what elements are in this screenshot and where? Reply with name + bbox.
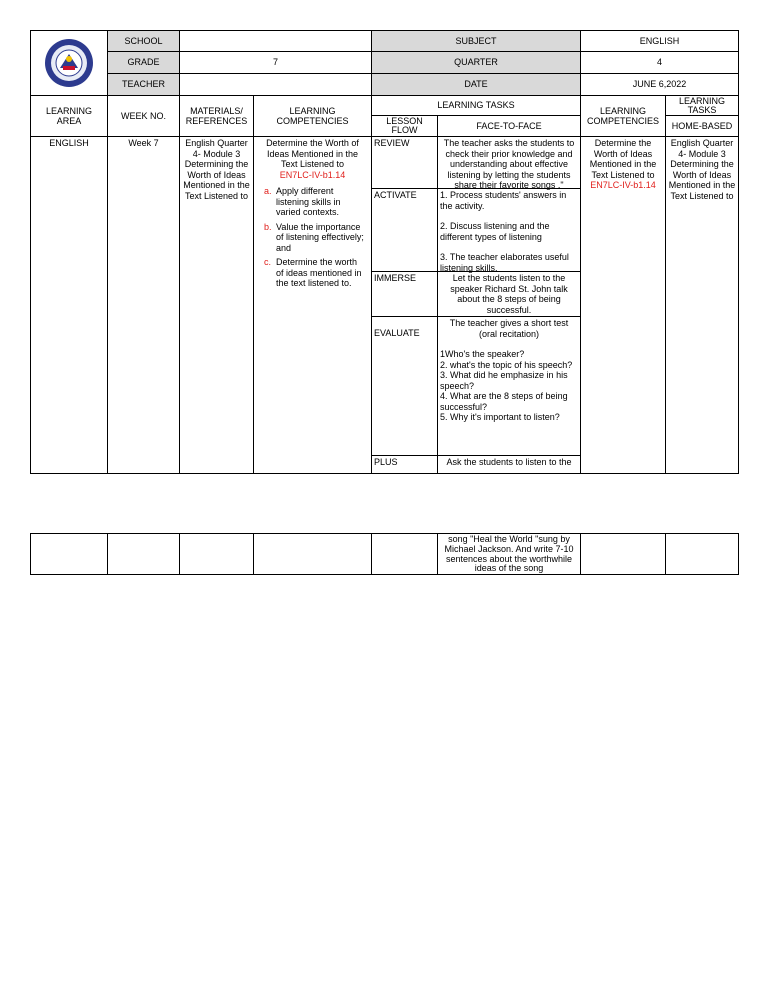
evaluate-question-4: 4. What are the 8 steps of being successful? bbox=[440, 391, 568, 412]
plus-label-text: PLUS bbox=[374, 457, 398, 467]
col-competencies-2-text: LEARNING COMPETENCIES bbox=[586, 105, 659, 126]
date-label-text: DATE bbox=[464, 79, 488, 90]
col-learning-tasks-2 bbox=[665, 95, 739, 116]
flow-activate-text bbox=[437, 188, 581, 272]
competency-main: Determine the Worth of Ideas Mentioned in the Text Listened to bbox=[266, 138, 359, 169]
home-based-text: English Quarter 4- Module 3 Determining the Worth of Ideas Mentioned in the Text Listened to bbox=[668, 138, 736, 201]
competency-2-main: Determine the Worth of Ideas Mentioned in the Text Listened to bbox=[589, 138, 657, 180]
cont-area-cell bbox=[30, 533, 108, 575]
col-competencies bbox=[253, 95, 372, 137]
area-cell bbox=[30, 136, 108, 474]
school-label bbox=[107, 30, 180, 52]
col-home-based bbox=[665, 115, 739, 137]
objective-a bbox=[258, 186, 367, 218]
quarter-label bbox=[371, 51, 581, 74]
date-value bbox=[580, 73, 739, 96]
evaluate-label-text: EVALUATE bbox=[374, 328, 420, 338]
competencies-cell bbox=[253, 136, 372, 474]
plus-text: Ask the students to listen to the bbox=[446, 457, 572, 467]
quarter-value bbox=[580, 51, 739, 74]
cont-week-cell bbox=[107, 533, 180, 575]
deped-seal-icon bbox=[32, 32, 106, 94]
objectives-list bbox=[258, 186, 367, 289]
logo-cell bbox=[30, 30, 108, 96]
competency-code: EN7LC-IV-b1.14 bbox=[279, 169, 346, 180]
flow-evaluate-label bbox=[371, 316, 438, 456]
col-learning-tasks-2-text: LEARNING TASKS bbox=[678, 95, 725, 115]
quarter-value-text: 4 bbox=[656, 57, 662, 68]
col-learning-area bbox=[30, 95, 108, 137]
activate-step-3: 3. The teacher elaborates useful listening skills. bbox=[440, 252, 569, 273]
col-face-to-face-text: FACE-TO-FACE bbox=[476, 120, 542, 131]
cont-plus-text: song "Heal the World "sung by Michael Jackson. And write 7-10 sentences about the worthwhile ideas of the song bbox=[444, 534, 574, 574]
objective-c-marker: c. bbox=[264, 257, 272, 267]
subject-value-text: ENGLISH bbox=[639, 35, 680, 46]
col-learning-tasks-text: LEARNING TASKS bbox=[437, 100, 515, 111]
col-materials bbox=[179, 95, 254, 137]
teacher-label bbox=[107, 73, 180, 96]
objective-c bbox=[258, 257, 367, 289]
activate-step-2: 2. Discuss listening and the different types of listening bbox=[440, 221, 550, 242]
objective-a-text: Apply different listening skills in varied contexts. bbox=[276, 186, 341, 217]
evaluate-question-5: 5. Why it's important to listen? bbox=[440, 412, 560, 422]
flow-plus-text bbox=[437, 455, 581, 474]
col-week-no-text: WEEK NO. bbox=[120, 110, 166, 121]
col-learning-tasks bbox=[371, 95, 581, 116]
objective-b-text: Value the importance of listening effectively; and bbox=[276, 221, 364, 253]
cont-home-based-cell bbox=[665, 533, 739, 575]
activate-step-1: 1. Process students' answers in the activity. bbox=[440, 190, 567, 211]
objective-b bbox=[258, 222, 367, 254]
competencies-2-cell bbox=[580, 136, 666, 474]
col-competencies-text: LEARNING COMPETENCIES bbox=[276, 105, 349, 126]
cont-plus-text-cell bbox=[437, 533, 581, 575]
objective-c-text: Determine the worth of ideas mentioned in the text listened to. bbox=[276, 257, 362, 288]
materials-text: English Quarter 4- Module 3 Determining the Worth of Ideas Mentioned in the Text Listened to bbox=[183, 138, 250, 201]
cont-materials-cell bbox=[179, 533, 254, 575]
teacher-value bbox=[179, 73, 372, 96]
evaluate-question-1: 1Who's the speaker? bbox=[440, 349, 525, 359]
col-week-no bbox=[107, 95, 180, 137]
cont-flow-cell bbox=[371, 533, 438, 575]
grade-label-text: GRADE bbox=[127, 57, 160, 68]
school-label-text: SCHOOL bbox=[124, 35, 163, 46]
school-value bbox=[179, 30, 372, 52]
review-text: The teacher asks the students to check their prior knowledge and understanding about effective listening by letting the students share their favorite songs ." bbox=[443, 138, 575, 190]
evaluate-question-2: 2. what's the topic of his speech? bbox=[440, 359, 573, 370]
col-materials-text: MATERIALS/ REFERENCES bbox=[185, 105, 248, 126]
competency-2-code: EN7LC-IV-b1.14 bbox=[590, 180, 656, 190]
flow-evaluate-text bbox=[437, 316, 581, 456]
cont-competencies-2-cell bbox=[580, 533, 666, 575]
area-text: ENGLISH bbox=[49, 138, 89, 148]
quarter-label-text: QUARTER bbox=[454, 57, 498, 68]
evaluate-question-3: 3. What did he emphasize in his speech? bbox=[440, 370, 568, 391]
subject-label-text: SUBJECT bbox=[455, 35, 497, 46]
col-competencies-2 bbox=[580, 95, 666, 137]
flow-review-text bbox=[437, 136, 581, 189]
date-value-text: JUNE 6,2022 bbox=[632, 79, 687, 90]
immerse-label-text: IMMERSE bbox=[374, 273, 417, 283]
flow-review-label bbox=[371, 136, 438, 189]
grade-value-text: 7 bbox=[272, 57, 278, 68]
grade-value bbox=[179, 51, 372, 74]
objective-b-marker: b. bbox=[264, 221, 272, 232]
evaluate-intro: The teacher gives a short test (oral recitation) bbox=[449, 318, 569, 339]
activate-label-text: ACTIVATE bbox=[374, 190, 417, 200]
cont-competencies-cell bbox=[253, 533, 372, 575]
col-face-to-face bbox=[437, 115, 581, 137]
col-lesson-flow bbox=[371, 115, 438, 137]
flow-immerse-label bbox=[371, 271, 438, 317]
teacher-label-text: TEACHER bbox=[121, 79, 165, 90]
subject-label bbox=[371, 30, 581, 52]
col-learning-area-text: LEARNING AREA bbox=[45, 105, 92, 126]
subject-value bbox=[580, 30, 739, 52]
col-home-based-text: HOME-BASED bbox=[671, 120, 733, 131]
flow-activate-label bbox=[371, 188, 438, 272]
grade-label bbox=[107, 51, 180, 74]
objective-a-marker: a. bbox=[264, 186, 272, 196]
col-lesson-flow-text: LESSON FLOW bbox=[386, 116, 423, 135]
flow-plus-label bbox=[371, 455, 438, 474]
home-based-cell bbox=[665, 136, 739, 474]
week-text: Week 7 bbox=[128, 138, 159, 148]
flow-immerse-text bbox=[437, 271, 581, 317]
materials-cell bbox=[179, 136, 254, 474]
date-label bbox=[371, 73, 581, 96]
immerse-text: Let the students listen to the speaker Richard St. John talk about the 8 steps of being successful. bbox=[450, 273, 568, 315]
week-cell bbox=[107, 136, 180, 474]
review-label-text: REVIEW bbox=[374, 138, 410, 148]
